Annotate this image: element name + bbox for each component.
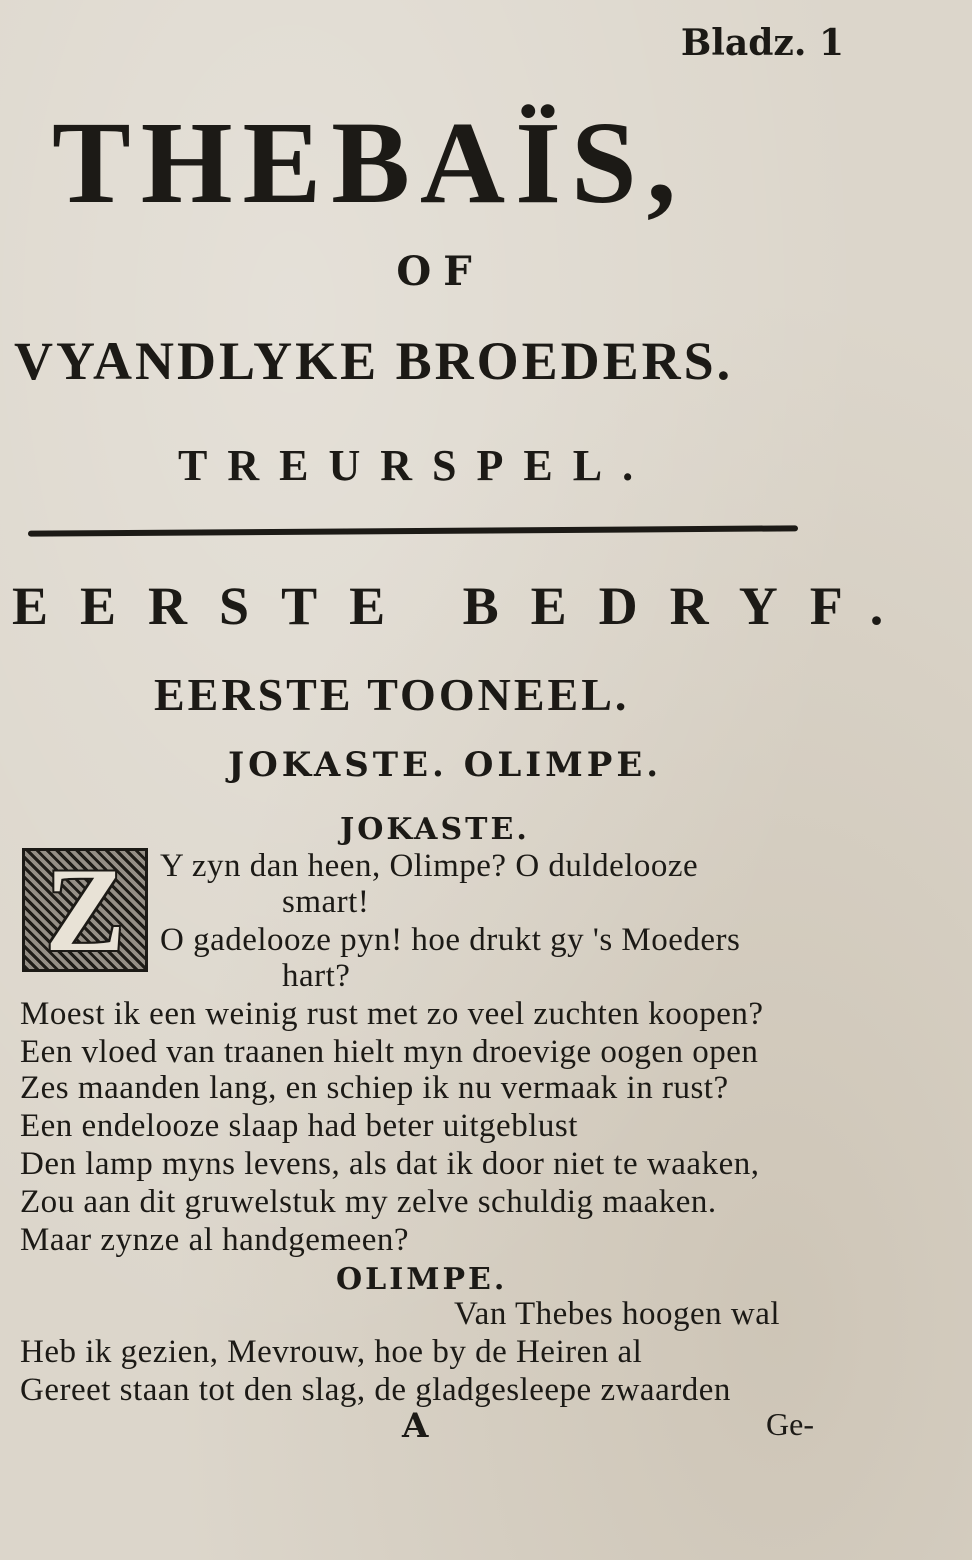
title-connector: OF (396, 248, 484, 295)
scene-heading: EERSTE TOONEEL. (154, 669, 630, 720)
verse-line: O gadelooze pyn! hoe drukt gy 's Moeders (160, 922, 741, 958)
verse-line: Gereet staan tot den slag, de gladgesleepe zwaarden (20, 1372, 731, 1408)
verse-line: Zou aan dit gruwelstuk my zelve schuldig maaken. (20, 1184, 717, 1220)
horizontal-rule (28, 525, 798, 536)
verse-line: Den lamp myns levens, als dat ik door niet te waaken, (20, 1146, 760, 1182)
catchword: Ge- (766, 1406, 814, 1442)
page-number: Bladz. 1 (680, 22, 844, 64)
signature-mark: A (402, 1406, 429, 1446)
verse-line: Maar zynze al handgemeen? (20, 1222, 410, 1258)
play-genre: TREURSPEL. (178, 441, 654, 490)
play-title: THEBAÏS, (52, 97, 687, 228)
verse-line: Y zyn dan heen, Olimpe? O duldelooze (160, 848, 699, 884)
verse-line: Van Thebes hoogen wal (454, 1296, 781, 1332)
drop-cap-letter: Z (44, 843, 126, 976)
verse-line: Een endelooze slaap had beter uitgeblust (20, 1108, 578, 1144)
verse-line: Moest ik een weinig rust met zo veel zuchten koopen? (20, 996, 764, 1032)
ornamental-drop-cap (22, 843, 148, 976)
scene-characters: JOKASTE. OLIMPE. (228, 745, 663, 785)
act-heading: EERSTE BEDRYF. (12, 576, 916, 636)
verse-line: smart! (282, 884, 370, 920)
play-subtitle: VYANDLYKE BROEDERS. (14, 331, 734, 391)
verse-line: Heb ik gezien, Mevrouw, hoe by de Heiren al (20, 1334, 643, 1370)
verse-line: Een vloed van traanen hielt myn droevige oogen open (20, 1034, 759, 1070)
speaker-name: JOKASTE. (340, 812, 530, 847)
verse-line: hart? (282, 958, 351, 994)
verse-line: Zes maanden lang, en schiep ik nu vermaak in rust? (20, 1070, 729, 1106)
speaker-name: OLIMPE. (336, 1262, 508, 1297)
